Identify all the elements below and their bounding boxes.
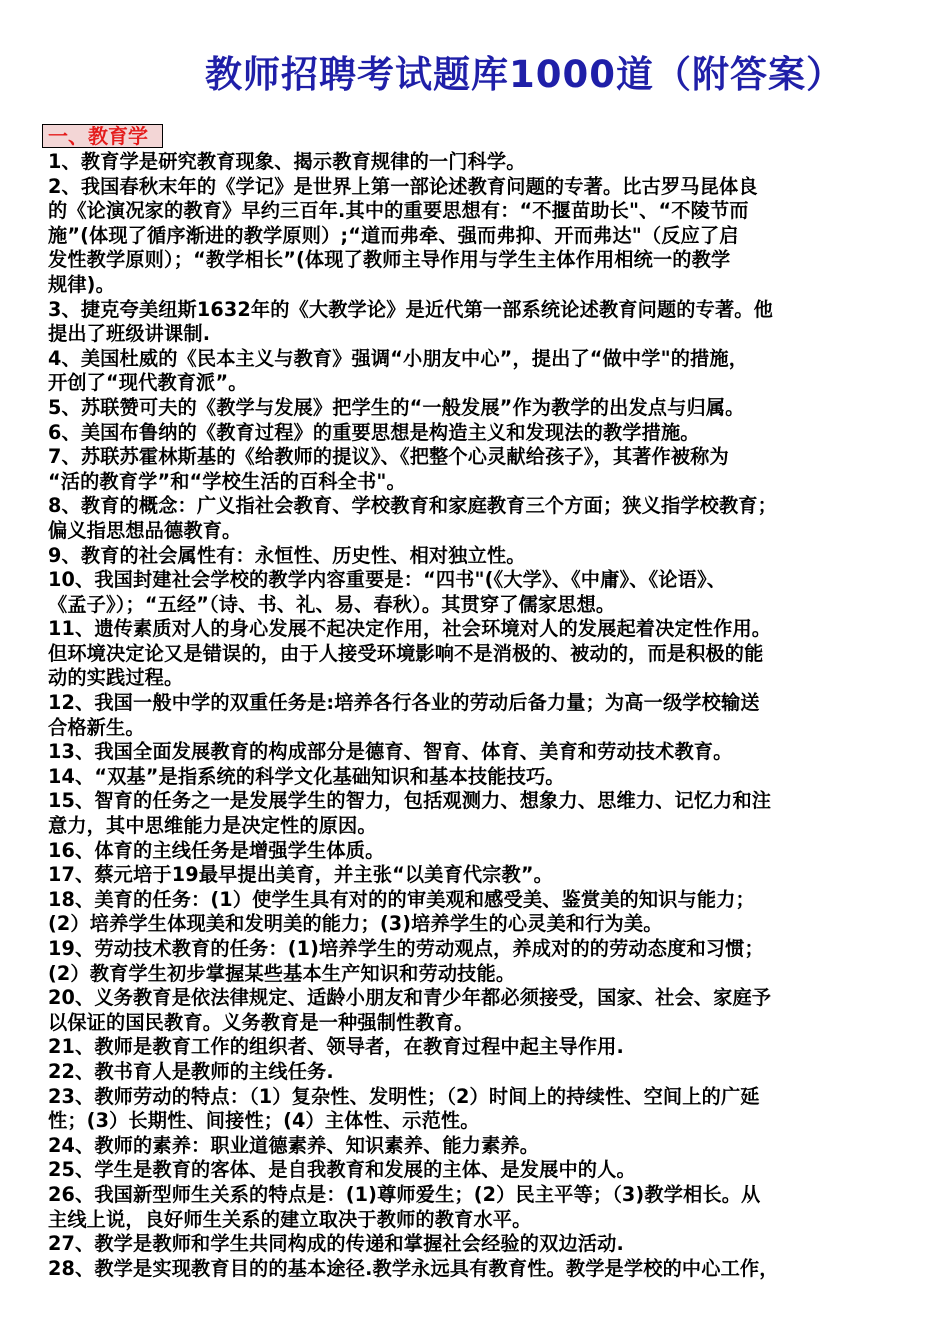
text-line: 17、蔡元培于19最早提出美育，并主张“以美育代宗教”。 <box>48 863 553 887</box>
text-line: 的《论演况家的教育》早约三百年.其中的重要思想有：“不揠苗助长"、“不陵节而 <box>48 199 749 223</box>
text-line: 施”(体现了循序渐进的教学原则）;“道而弗牵、强而弗抑、开而弗达"（反应了启 <box>48 223 739 247</box>
text-line: 5、苏联赞可夫的《教学与发展》把学生的“一般发展”作为教学的出发点与归属。 <box>48 395 745 419</box>
text-line: 9、教育的社会属性有：永恒性、历史性、相对独立性。 <box>48 543 526 567</box>
text-line: 2、我国春秋末年的《学记》是世界上第一部论述教育问题的专著。比古罗马昆体良 <box>48 174 758 198</box>
text-line: 19、劳动技术教育的任务：(1)培养学生的劳动观点，养成对的的劳动态度和习惯； <box>48 937 764 960</box>
text-line: 22、教书育人是教师的主线任务. <box>48 1059 334 1083</box>
text-line: 意力，其中思维能力是决定性的原因。 <box>48 814 377 838</box>
text-line: 14、“双基”是指系统的科学文化基础知识和基本技能技巧。 <box>48 764 565 788</box>
text-line: 偏义指思想品德教育。 <box>48 518 242 542</box>
text-line: 7、苏联苏霍林斯基的《给教师的提议》、《把整个心灵献给孩子》，其著作被称为 <box>48 445 729 469</box>
text-line: 11、遗传素质对人的身心发展不起决定作用，社会环境对人的发展起着决定性作用。 <box>48 617 772 641</box>
text-line: 性；(3）长期性、间接性；(4）主体性、示范性。 <box>48 1109 480 1133</box>
text-line: 但环境决定论又是错误的，由于人接受环境影响不是消极的、被动的，而是积极的能 <box>48 641 764 665</box>
text-line: 8、教育的概念：广义指社会教育、学校教育和家庭教育三个方面；狭义指学校教育； <box>48 494 777 518</box>
document-body <box>48 150 906 1281</box>
text-line: 主线上说，良好师生关系的建立取决于教师的教育水平。 <box>48 1207 532 1231</box>
text-line: 6、美国布鲁纳的《教育过程》的重要思想是构造主义和发现法的教学措施。 <box>48 420 700 444</box>
section-header: 一、教育学 <box>42 124 163 148</box>
text-line: 24、教师的素养：职业道德素养、知识素养、能力素养。 <box>48 1133 540 1157</box>
text-line: 4、美国杜威的《民本主义与教育》强调“小朋友中心”，提出了“做中学"的措施， <box>48 346 749 370</box>
document-title: 教师招聘考试题库1000道（附答案） <box>205 53 844 96</box>
text-line: 规律)。 <box>48 272 115 296</box>
text-line: 发性教学原则）；“教学相长”(体现了教师主导作用与学生主体作用相统一的教学 <box>48 248 731 272</box>
text-line: (2）教育学生初步掌握某些基本生产知识和劳动技能。 <box>48 961 516 985</box>
text-line: (2）培养学生体现美和发明美的能力；(3)培养学生的心灵美和行为美。 <box>48 912 663 936</box>
text-line: 26、我国新型师生关系的特点是：(1)尊师爱生；(2）民主平等；（3)教学相长。从 <box>48 1182 761 1206</box>
text-line: 28、教学是实现教育目的的基本途径.教学永远具有教育性。教学是学校的中心工作， <box>48 1256 779 1280</box>
text-line: 15、智育的任务之一是发展学生的智力，包括观测力、想象力、思维力、记忆力和注 <box>48 789 772 813</box>
text-line: 23、教师劳动的特点：（1）复杂性、发明性；（2）时间上的持续性、空间上的广延 <box>48 1084 760 1108</box>
text-line: 动的实践过程。 <box>48 666 184 690</box>
text-line: 以保证的国民教育。义务教育是一种强制性教育。 <box>48 1010 474 1034</box>
text-line: 《孟子》）；“五经”（诗、书、礼、易、春秋）。其贯穿了儒家思想。 <box>48 592 616 616</box>
text-line: 13、我国全面发展教育的构成部分是德育、智育、体育、美育和劳动技术教育。 <box>48 740 733 764</box>
text-line: 16、体育的主线任务是增强学生体质。 <box>48 838 385 862</box>
text-line: 27、教学是教师和学生共同构成的传递和掌握社会经验的双边活动. <box>48 1232 624 1256</box>
text-line: 合格新生。 <box>48 715 145 739</box>
text-line: 10、我国封建社会学校的教学内容重要是：“四书"(《大学》、《中庸》、《论语》、 <box>48 568 727 592</box>
text-line: 开创了“现代教育派”。 <box>48 371 248 395</box>
text-line: 25、学生是教育的客体、是自我教育和发展的主体、是发展中的人。 <box>48 1158 636 1182</box>
text-line: “活的教育学”和“学校生活的百科全书"。 <box>48 469 406 493</box>
text-line: 20、义务教育是依法律规定、适龄小朋友和青少年都必须接受，国家、社会、家庭予 <box>48 986 772 1010</box>
text-line: 21、教师是教育工作的组织者、领导者，在教育过程中起主导作用. <box>48 1035 624 1059</box>
text-line: 3、捷克夸美纽斯1632年的《大教学论》是近代第一部系统论述教育问题的专著。他 <box>48 297 773 321</box>
text-line: 1、教育学是研究教育现象、揭示教育规律的一门科学。 <box>48 150 526 173</box>
text-line: 18、美育的任务：(1）使学生具有对的的审美观和感受美、鉴赏美的知识与能力； <box>48 887 755 911</box>
text-line: 12、我国一般中学的双重任务是:培养各行各业的劳动后备力量；为高一级学校输送 <box>48 691 760 715</box>
text-line: 提出了班级讲课制. <box>48 322 211 346</box>
